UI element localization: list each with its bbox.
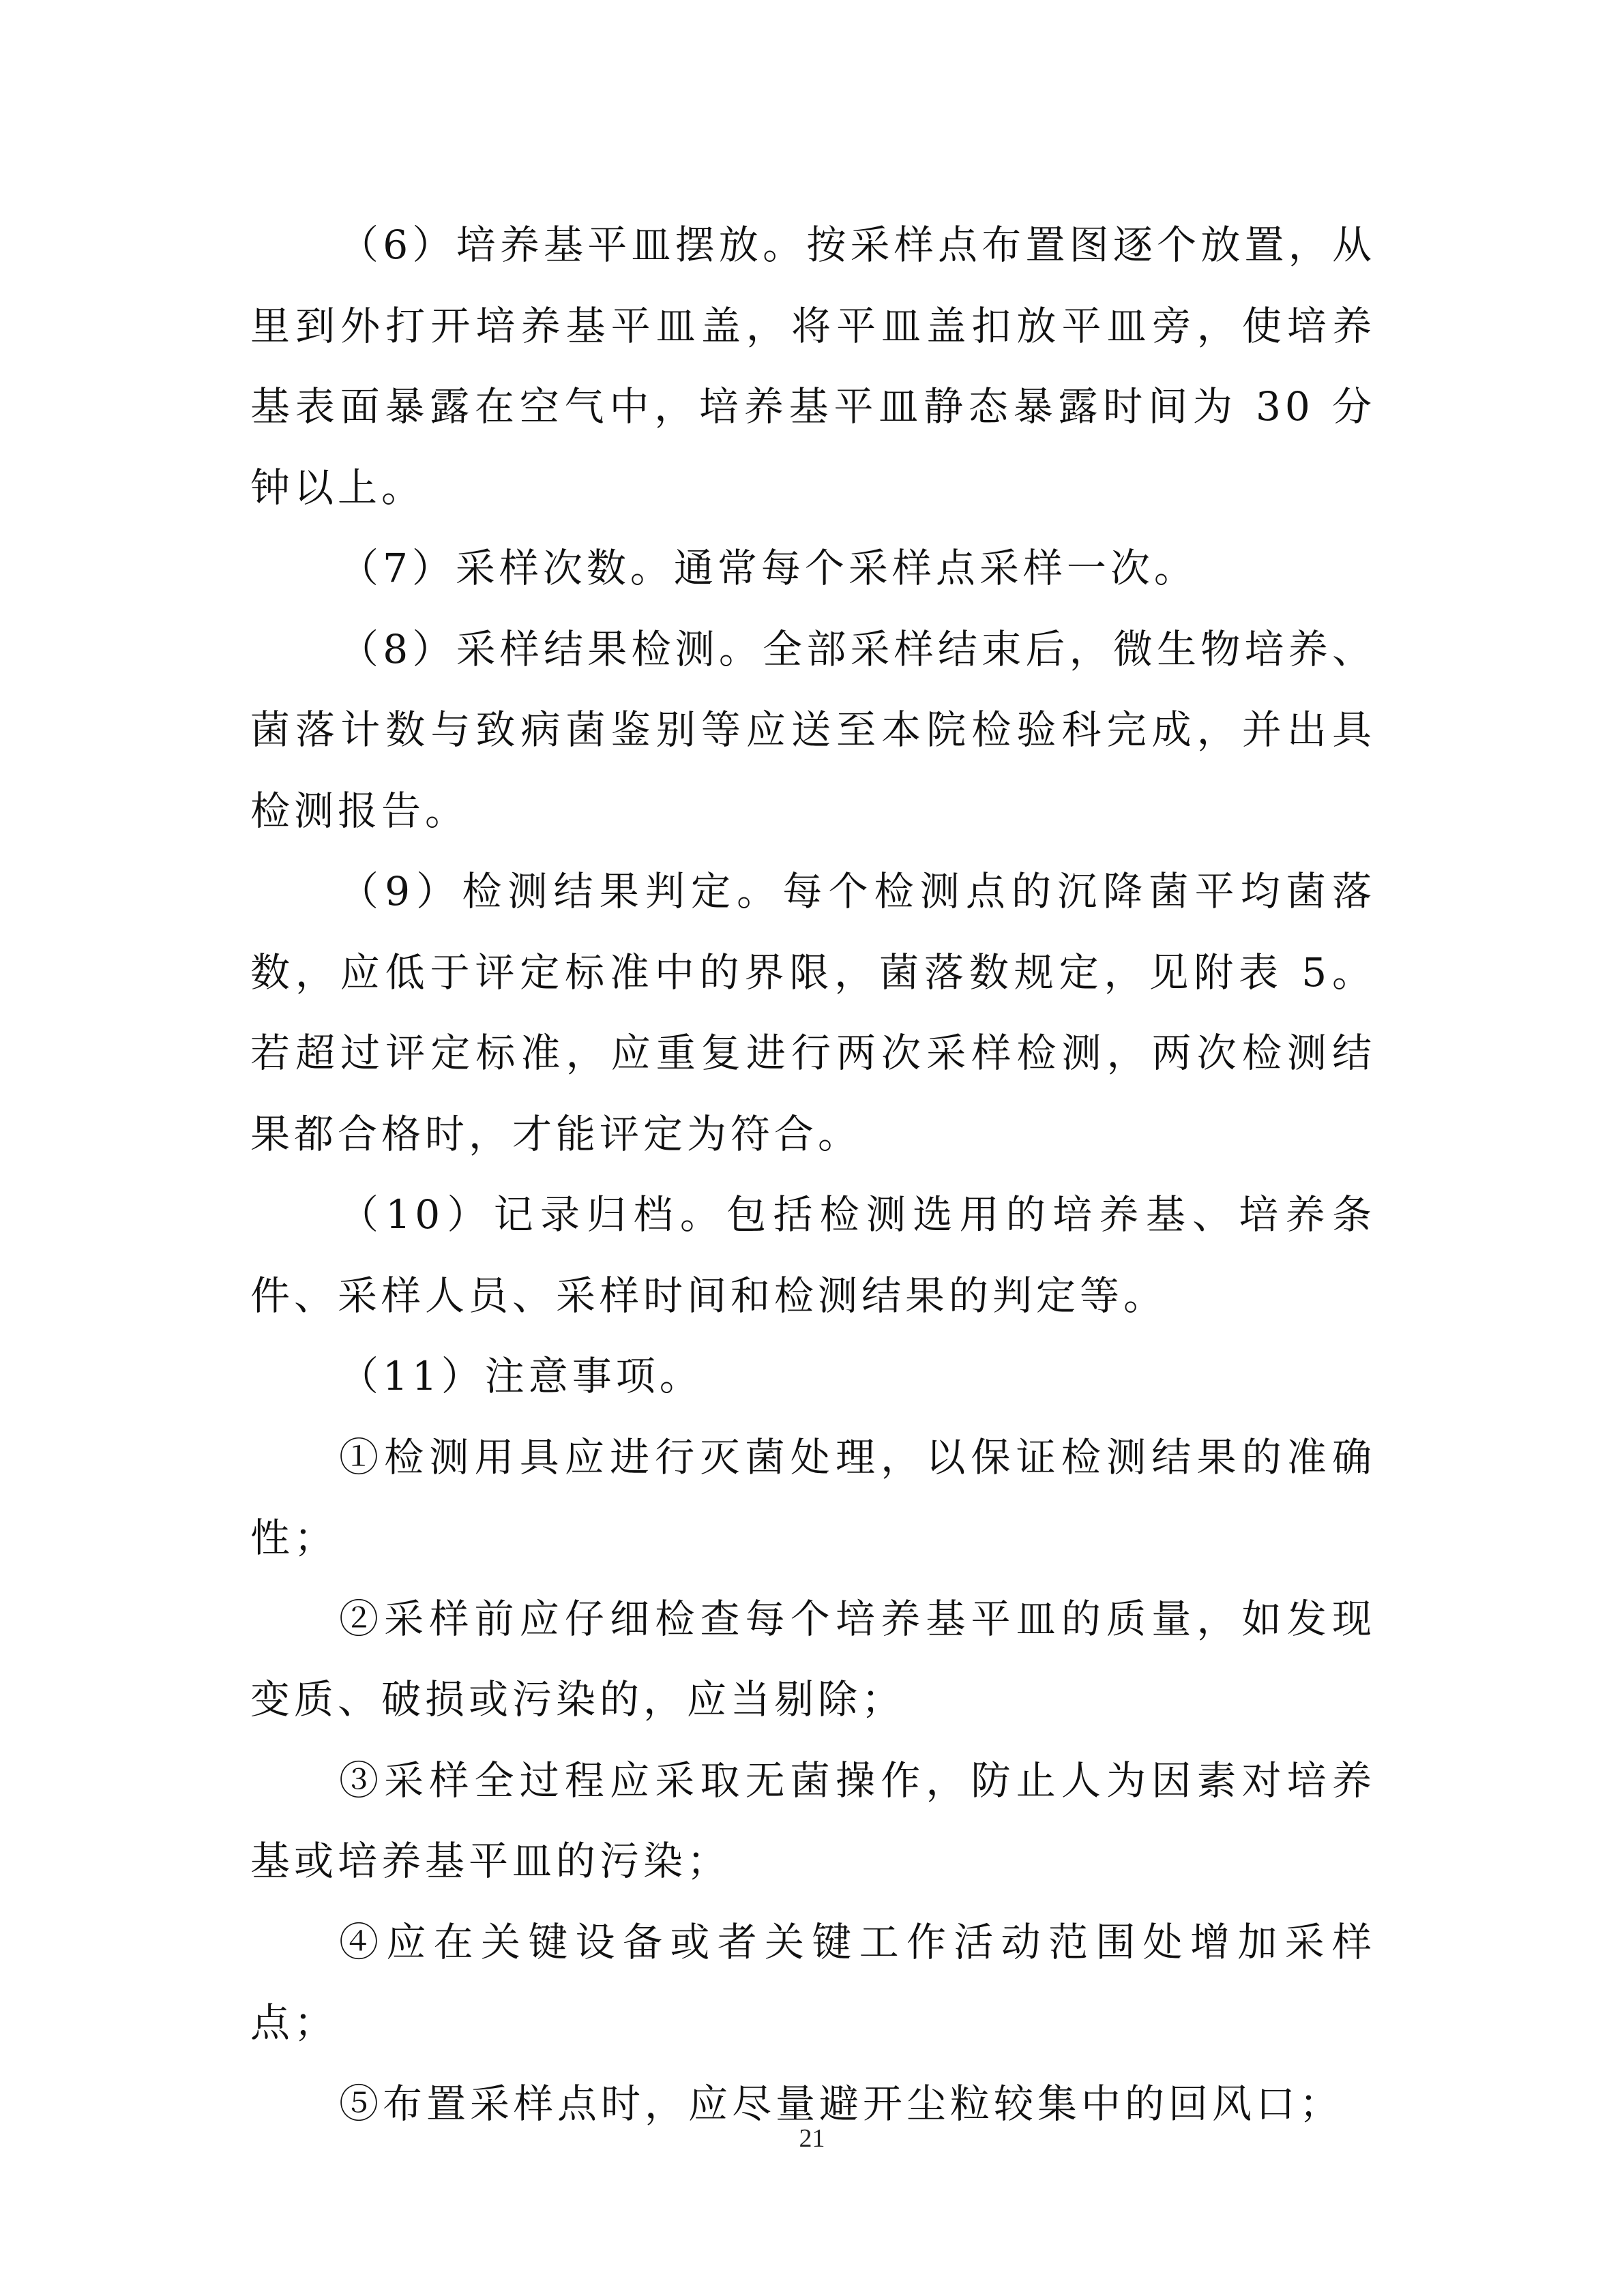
- paragraph-precautions-heading: （11）注意事项。: [339, 1353, 703, 1399]
- precaution-item-1: ①检测用具应进行灭菌处理，以保证检测结果的准确性；: [250, 1433, 1376, 1561]
- paragraph-result-judgement: （9）检测结果判定。每个检测点的沉降菌平均菌落数，应低于评定标准中的界限，菌落数规定，见附表 5。若超过评定标准，应重复进行两次采样检测，两次检测结果都合格时，才能评定为符合。: [250, 868, 1376, 1157]
- precaution-item-3: ③采样全过程应采取无菌操作，防止人为因素对培养基或培养基平皿的污染；: [250, 1757, 1376, 1884]
- document-body: [250, 205, 1376, 2144]
- paragraph-sampling-result-testing: （8）采样结果检测。全部采样结束后，微生物培养、菌落计数与致病菌鉴别等应送至本院检验科完成，并出具检测报告。: [250, 625, 1376, 834]
- paragraph-culture-dish-placement: （6）培养基平皿摆放。按采样点布置图逐个放置，从里到外打开培养基平皿盖，将平皿盖扣放平皿旁，使培养基表面暴露在空气中，培养基平皿静态暴露时间为 30 分钟以上。: [250, 222, 1376, 511]
- precaution-item-2: ②采样前应仔细检查每个培养基平皿的质量，如发现变质、破损或污染的，应当剔除；: [250, 1595, 1376, 1723]
- precaution-item-5: ⑤布置采样点时，应尽量避开尘粒较集中的回风口；: [339, 2080, 1344, 2127]
- page-number: 21: [799, 2124, 825, 2153]
- precaution-item-4: ④应在关键设备或者关键工作活动范围处增加采样点；: [250, 1918, 1376, 2046]
- paragraph-record-archiving: （10）记录归档。包括检测选用的培养基、培养条件、采样人员、采样时间和检测结果的判定等。: [250, 1191, 1376, 1319]
- paragraph-sampling-count: （7）采样次数。通常每个采样点采样一次。: [339, 545, 1198, 591]
